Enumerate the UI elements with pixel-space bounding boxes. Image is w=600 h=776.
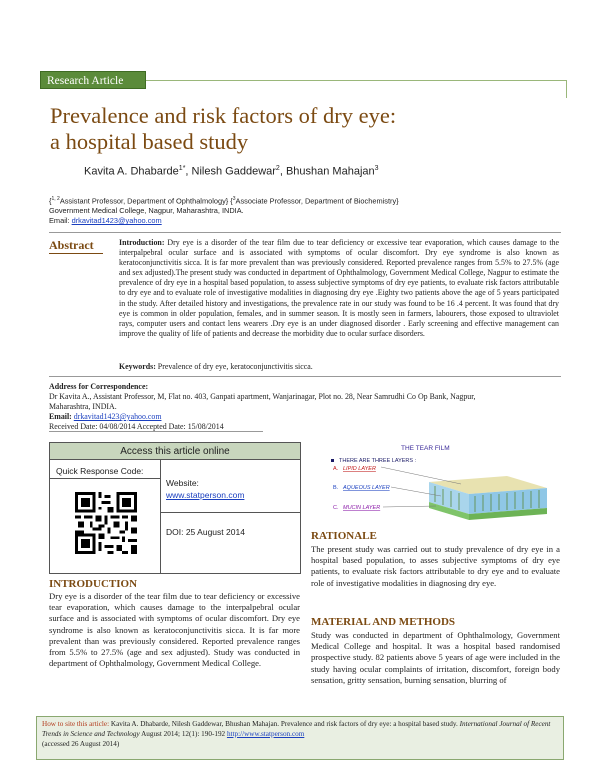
divider	[49, 376, 561, 377]
figure-title: THE TEAR FILM	[401, 445, 450, 452]
doi: DOI: 25 August 2014	[166, 527, 245, 537]
qr-label: Quick Response Code:	[56, 466, 144, 476]
introduction-text: Dry eye is a disorder of the tear film due to tear deficiency or excessive tear evaporation, which causes damage to the interpalpebral ocular surface and is associated with symptoms of ocular discomfort. Dry eye syndrome is also known as keratoconjunctivitis sicca. It is far more prevalent than was previously considered. Reported prevalence ranges from 5.5% to 27.5% (age and sex adjusted). Study was conducted in department of Ophthalmology, Government Medical College.	[49, 591, 300, 669]
abstract-intro-label: Introduction:	[119, 238, 165, 247]
brace: {	[49, 196, 52, 206]
banner-rule-end	[566, 80, 567, 98]
keywords	[119, 362, 559, 371]
layer-a-letter: A.	[333, 466, 339, 472]
received-accepted-dates: Received Date: 04/08/2014 Accepted Date: 15/08/2014	[49, 422, 224, 431]
citation-text-1: Kavita A. Dhabarde, Nilesh Gaddewar, Bhushan Mahajan. Prevalence and risk factors of dry eye: a hospital based study.	[109, 720, 460, 728]
author-sep: ,	[185, 165, 192, 178]
title-line-1: Prevalence and risk factors of dry eye:	[50, 103, 397, 128]
figure-subtitle: THERE ARE THREE LAYERS :	[339, 458, 417, 464]
layer-c-name: MUCIN LAYER	[343, 505, 381, 511]
author-3: Bhushan Mahajan	[285, 165, 375, 178]
correspondence	[49, 382, 569, 432]
affiliation	[49, 194, 569, 226]
correspondence-address-2: Maharashtra, INDIA.	[49, 402, 117, 411]
divider	[49, 232, 561, 233]
author-sep: ,	[279, 165, 286, 178]
affiliation-line-1	[49, 194, 569, 206]
tear-film-figure	[311, 444, 561, 530]
access-heading: Access this article online	[49, 442, 301, 460]
bullet-icon	[331, 459, 334, 462]
author-list	[84, 165, 379, 178]
affiliation-email-row	[49, 216, 569, 226]
layer-b-letter: B.	[333, 485, 339, 491]
author-1: Kavita A. Dhabarde	[84, 165, 179, 178]
abstract-text	[119, 238, 559, 339]
correspondence-label: Address for Correspondence:	[49, 382, 149, 391]
banner-rule	[146, 80, 566, 81]
correspondence-email-link[interactable]: drkavitad1423@yahoo.com	[73, 412, 162, 421]
article-type-badge: Research Article	[40, 71, 146, 89]
affiliation-line-2: Government Medical College, Nagpur, Maharashtra, INDIA.	[49, 206, 244, 216]
abstract-label: Abstract	[49, 238, 94, 252]
affiliation-sup-2: 3	[232, 196, 236, 202]
methods-text: Study was conducted in department of Ophthalmology, Government Medical College and hospital. It was a hospital based randomised prospective study. 82 patients above 5 years of age were included in the study having ocular complaints of irritation, discomfort, foreign body sensation, gritty sensation, burning sensation, blurring of	[311, 630, 560, 685]
affiliation-text-2: Associate Professor, Department of Biochemistry}	[235, 196, 399, 206]
author-3-sup: 3	[374, 165, 379, 172]
journal-name: International Journal of Recent Trends in Science and Technology	[42, 720, 551, 738]
citation-text-2: August 2014; 12(1): 190-192	[139, 730, 227, 738]
correspondence-email-label: Email:	[49, 412, 74, 421]
title-line-2: a hospital based study	[50, 129, 249, 154]
correspondence-address-1: Dr Kavita A., Assistant Professor, M, Flat no. 403, Ganpati apartment, Wanjarinagar, Plot no. 28, Near Samrudhi Co Op Bank, Nagpur,	[49, 392, 476, 401]
keywords-text: Prevalence of dry eye, keratoconjunctivitis sicca.	[155, 362, 313, 371]
layer-c-letter: C.	[333, 505, 339, 511]
affiliation-sup-1: 1, 2	[51, 196, 60, 202]
qr-header-rule	[49, 478, 160, 479]
introduction-heading: INTRODUCTION	[49, 578, 138, 590]
access-column-divider	[160, 460, 161, 574]
abstract-label-underline	[49, 253, 103, 254]
qr-code[interactable]	[75, 492, 137, 554]
author-2-sup: 2	[275, 165, 280, 172]
citation	[42, 719, 560, 749]
abstract-body: Dry eye is a disorder of the tear film due to tear deficiency or excessive tear evaporation, which causes damage to the interpalpebral ocular surface and is associated with symptoms of ocular discomfort. Dry eye syndrome is also known as keratoconjunctivitis sicca. It is far more prevalent than was previously considered. Reported prevalence ranges from 5.5% to 27.5% (age and sex adjusted).The present study was conducted in department of Ophthalmology, Government Medical College, Nagpur to estimate the prevalence of dry eye in a hospital based population, to assess subjective symptoms of dry eye patients, to evaluate risk factors attributable to dry eye and to evaluate role of investigative modalities in diagnosing dry eye .Eighty two patients above the age of 5 years participated in the study. After detailed history and investigations, the prevalence rate in our study was found to be 16 .4 percent. It was found that dry eye is common in older population, females, and in summer season. It is mostly seen in farmers, labourers, those exposed to ultraviolet rays, computer users and contact lens wearers .Dry eye is an under diagnosed disorder . Early screening and effective management can improve the quality of life of patients and decrease the morbidity due to ocular surface disorders.	[119, 238, 559, 338]
citation-url-link[interactable]: http://www.statperson.com	[226, 730, 305, 738]
rationale-text: The present study was carried out to study prevalence of dry eye in a hospital based population, to asses subjective symptoms of dry eye patients, to evaluate risk factors attributable to dry eye and to evaluate role of investigative modalities in diagnosing dry eye.	[311, 544, 560, 588]
methods-heading: MATERIAL AND METHODS	[311, 616, 456, 628]
article-title	[50, 103, 550, 155]
divider	[49, 431, 263, 432]
rationale-heading: RATIONALE	[311, 530, 377, 542]
keywords-label: Keywords:	[119, 362, 156, 371]
author-2: Nilesh Gaddewar	[191, 165, 276, 178]
correspondence-email-row	[49, 412, 569, 422]
affiliation-text-1: Assistant Professor, Department of Ophthalmology} {	[59, 196, 233, 206]
email-label: Email:	[49, 216, 72, 226]
layer-a-name: LIPID LAYER	[343, 466, 376, 472]
website-link[interactable]: www.statperson.com	[166, 490, 245, 500]
author-1-sup: 1*	[178, 165, 186, 172]
author-email-link[interactable]: drkavitad1423@yahoo.com	[71, 216, 162, 226]
citation-accessed: (accessed 26 August 2014)	[42, 740, 120, 748]
website-label: Website:	[166, 478, 199, 488]
website-rule	[160, 512, 301, 513]
citation-label: How to site this article:	[42, 720, 110, 728]
layer-b-name: AQUEOUS LAYER	[343, 485, 390, 491]
website-block	[166, 477, 244, 501]
